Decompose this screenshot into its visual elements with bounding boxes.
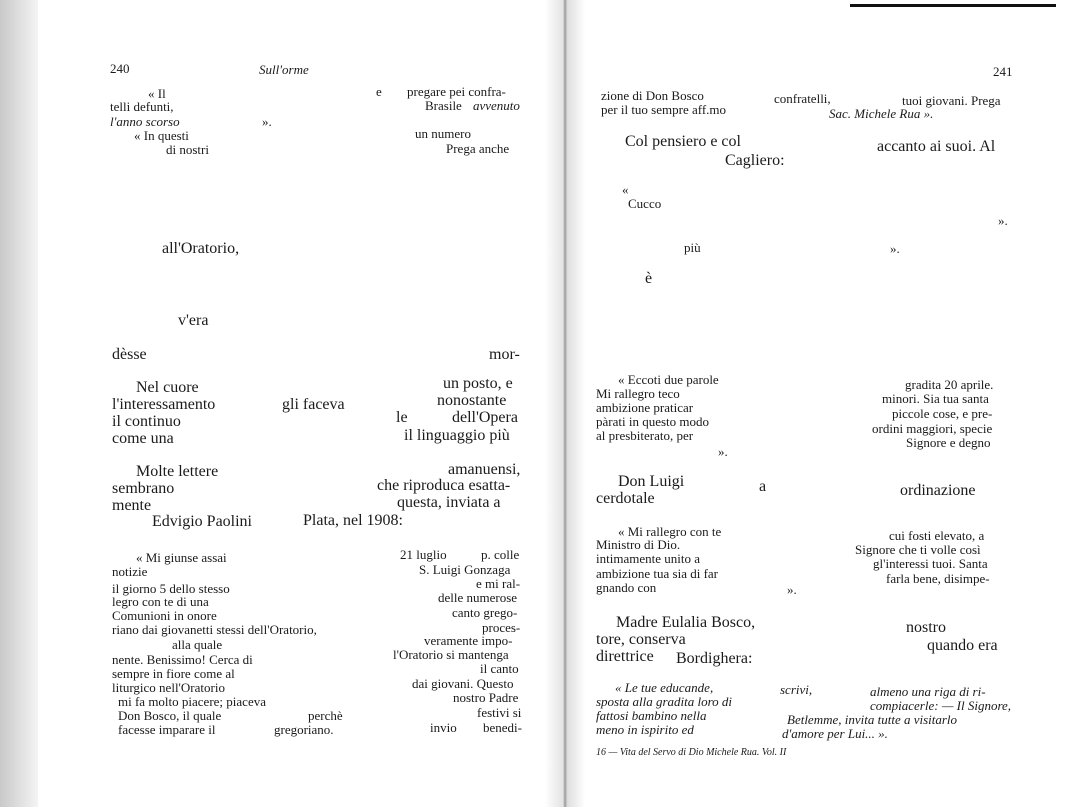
text-line: avvenuto bbox=[473, 98, 520, 113]
text-line: ». bbox=[262, 114, 272, 129]
text-line: ». bbox=[787, 582, 797, 597]
text-line: cui fosti elevato, a bbox=[889, 528, 985, 543]
text-line: Bordighera: bbox=[676, 650, 753, 667]
text-line: Nel cuore bbox=[136, 379, 199, 396]
text-line: di nostri bbox=[166, 142, 209, 157]
text-line: legro con te di una bbox=[112, 594, 209, 609]
text-line: sposta alla gradita loro di bbox=[596, 694, 733, 709]
text-line: veramente impo- bbox=[424, 633, 513, 648]
text-line: il linguaggio più bbox=[404, 427, 510, 444]
text-line: meno in ispirito ed bbox=[596, 722, 694, 737]
text-line: l'anno scorso bbox=[110, 114, 180, 129]
running-title: Sull'orme bbox=[259, 62, 309, 77]
text-line: un numero bbox=[415, 126, 471, 141]
text-line: come una bbox=[112, 430, 174, 447]
text-line: per il tuo sempre aff.mo bbox=[601, 102, 727, 117]
text-line: Signore che ti volle così bbox=[855, 542, 981, 557]
left-book-edge bbox=[0, 0, 38, 807]
text-line: il canto bbox=[480, 661, 519, 676]
text-line: Madre Eulalia Bosco, bbox=[616, 614, 756, 631]
text-line: canto grego- bbox=[452, 605, 518, 620]
text-line: proces- bbox=[482, 620, 521, 635]
text-line: riano dai giovanetti stessi dell'Oratorio, bbox=[112, 622, 317, 637]
text-line: « Il bbox=[148, 86, 166, 101]
text-line: dell'Opera bbox=[452, 409, 518, 426]
page-number-left: 240 bbox=[110, 61, 130, 76]
text-line: gli faceva bbox=[282, 396, 345, 413]
text-line: festivi si bbox=[477, 705, 522, 720]
text-line: gradita 20 aprile. bbox=[905, 377, 994, 392]
text-line: « Le tue educande, bbox=[615, 680, 714, 695]
text-line: dai giovani. Questo bbox=[412, 676, 514, 691]
book-gutter bbox=[545, 0, 585, 807]
text-line: nostro bbox=[906, 619, 946, 636]
text-line: gl'interessi tuoi. Santa bbox=[873, 556, 988, 571]
text-line: e bbox=[376, 84, 382, 99]
text-line: facesse imparare il bbox=[118, 722, 216, 737]
text-line: scrivi, bbox=[780, 682, 813, 697]
text-line: accanto ai suoi. Al bbox=[877, 138, 996, 155]
text-line: piccole cose, e pre- bbox=[892, 406, 993, 421]
text-line: d'amore per Lui... ». bbox=[782, 726, 888, 741]
text-line: S. Luigi Gonzaga bbox=[419, 562, 511, 577]
text-line: l'Oratorio si mantenga bbox=[393, 647, 509, 662]
text-line: compiacerle: — Il Signore, bbox=[870, 698, 1012, 713]
text-line: ». bbox=[890, 241, 900, 256]
top-rule bbox=[850, 4, 1056, 7]
text-line: notizie bbox=[112, 564, 148, 579]
text-line: più bbox=[684, 240, 701, 255]
text-line: « bbox=[622, 182, 629, 197]
text-line: ordini maggiori, specie bbox=[872, 421, 993, 436]
text-line: pàrati in questo modo bbox=[596, 414, 710, 429]
text-line: alla quale bbox=[172, 637, 223, 652]
text-line: benedi- bbox=[483, 720, 522, 735]
text-line: pregare pei confra- bbox=[407, 84, 506, 99]
text-line: all'Oratorio, bbox=[162, 240, 240, 257]
text-line: farla bene, disimpe- bbox=[886, 571, 990, 586]
text-line: « Mi giunse assai bbox=[136, 550, 227, 565]
text-line: direttrice bbox=[596, 648, 654, 665]
text-line: ». bbox=[998, 213, 1008, 228]
text-line: intimamente unito a bbox=[596, 551, 700, 566]
text-line: sembrano bbox=[112, 480, 175, 497]
text-line: Betlemme, invita tutte a visitarlo bbox=[787, 712, 958, 727]
text-line: Cucco bbox=[628, 196, 662, 211]
text-line: perchè bbox=[308, 708, 343, 723]
text-line: gnando con bbox=[596, 580, 657, 595]
text-line: delle numerose bbox=[438, 590, 518, 605]
text-line: sempre in fiore come al bbox=[112, 666, 235, 681]
text-line: Cagliero: bbox=[725, 152, 785, 169]
text-line: Mi rallegro teco bbox=[596, 386, 680, 401]
text-line: dèsse bbox=[112, 346, 147, 363]
text-line: l'interessamento bbox=[112, 396, 216, 413]
text-line: Ministro di Dio. bbox=[596, 537, 681, 552]
text-line: cerdotale bbox=[596, 490, 655, 507]
text-line: v'era bbox=[178, 312, 209, 329]
text-line: Don Luigi bbox=[618, 473, 685, 490]
text-line: tuoi giovani. Prega bbox=[902, 93, 1001, 108]
text-line: « Eccoti due parole bbox=[618, 372, 719, 387]
text-line: minori. Sia tua santa bbox=[882, 391, 989, 406]
text-line: nente. Benissimo! Cerca di bbox=[112, 652, 253, 667]
text-line: ordinazione bbox=[900, 482, 976, 499]
text-line: telli defunti, bbox=[110, 99, 174, 114]
text-line: ambizione tua sia di far bbox=[596, 566, 719, 581]
text-line: 21 luglio bbox=[400, 547, 447, 562]
text-line: Brasile bbox=[425, 98, 462, 113]
text-line: Edvigio Paolini bbox=[152, 513, 252, 530]
text-line: Don Bosco, il quale bbox=[118, 708, 222, 723]
text-line: e mi ral- bbox=[476, 576, 521, 591]
text-line: Prega anche bbox=[446, 141, 510, 156]
text-line: gregoriano. bbox=[274, 722, 334, 737]
text-line: amanuensi, bbox=[448, 461, 521, 478]
text-line: questa, inviata a bbox=[397, 494, 501, 511]
text-line: al presbiterato, per bbox=[596, 428, 694, 443]
text-line: mi fa molto piacere; piaceva bbox=[118, 694, 266, 709]
text-line: il continuo bbox=[112, 413, 181, 430]
text-line: a bbox=[759, 478, 767, 495]
text-line: p. colle bbox=[481, 547, 520, 562]
text-line: Plata, nel 1908: bbox=[303, 512, 403, 529]
text-line: le bbox=[396, 409, 408, 426]
text-line: nostro Padre bbox=[453, 690, 519, 705]
footnote: 16 — Vita del Servo di Dio Michele Rua. Vol. II bbox=[596, 747, 787, 758]
text-line: ambizione praticar bbox=[596, 400, 694, 415]
text-line: Molte lettere bbox=[136, 463, 219, 480]
text-line: Sac. Michele Rua ». bbox=[829, 106, 934, 121]
text-line: ». bbox=[718, 444, 728, 459]
text-line: Comunioni in onore bbox=[112, 608, 217, 623]
text-line: « In questi bbox=[134, 128, 189, 143]
text-line: mor- bbox=[489, 346, 520, 363]
text-line: liturgico nell'Oratorio bbox=[112, 680, 225, 695]
text-line: Col pensiero e col bbox=[625, 133, 741, 150]
text-line: Signore e degno bbox=[906, 435, 991, 450]
text-line: che riproduca esatta- bbox=[377, 477, 511, 494]
text-line: confratelli, bbox=[774, 91, 831, 106]
text-line: fattosi bambino nella bbox=[596, 708, 707, 723]
text-line: è bbox=[645, 270, 653, 287]
text-line: « Mi rallegro con te bbox=[618, 524, 722, 539]
text-line: quando era bbox=[927, 637, 998, 654]
page-number-right: 241 bbox=[993, 64, 1013, 79]
text-line: il giorno 5 dello stesso bbox=[112, 581, 230, 596]
text-line: un posto, e bbox=[443, 375, 513, 392]
text-line: mente bbox=[112, 497, 152, 514]
text-line: tore, conserva bbox=[596, 631, 686, 648]
text-line: almeno una riga di ri- bbox=[870, 684, 986, 699]
text-line: nonostante bbox=[437, 392, 507, 409]
text-line: zione di Don Bosco bbox=[601, 88, 704, 103]
text-line: invio bbox=[430, 720, 457, 735]
